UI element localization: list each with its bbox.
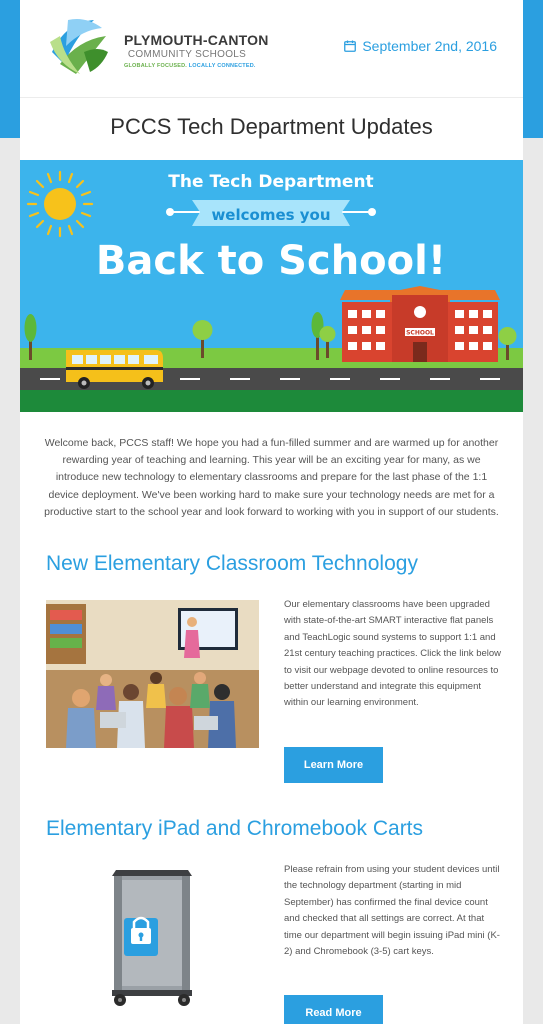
device-cart-image — [106, 866, 198, 1008]
district-subtitle: COMMUNITY SCHOOLS — [127, 49, 247, 60]
school-sign: SCHOOL — [406, 329, 434, 337]
school-building-icon — [340, 286, 500, 362]
calendar-icon — [344, 40, 356, 52]
intro-paragraph: Welcome back, PCCS staff! We hope you had a fun-filled summer and are warmed up for another rewarding year of teaching and learning. This year will be an exciting year for many, as we introduce new technology to elementary classrooms and prepare for the last phase of the 1:1 device deployment. We've been working hard to make sure your technology needs are met for a productive start to the school year and look forward to working with you in support of our students. — [44, 437, 499, 518]
classroom-photo — [46, 600, 259, 748]
section-title-device-carts: Elementary iPad and Chromebook Carts — [46, 817, 424, 840]
read-more-button[interactable]: Read More — [284, 995, 383, 1024]
page-title: PCCS Tech Department Updates — [110, 114, 433, 139]
learn-more-button[interactable]: Learn More — [284, 747, 383, 783]
section-body-classroom-tech: Our elementary classrooms have been upgraded with state-of-the-art SMART interactive flat panels and TeachLogic sound systems to support 1:1 and 21st century teaching practices. Click the link below to visit our webpage devoted to online resources to better understand and integrate this equipment within our learning environment. — [284, 599, 502, 709]
banner-line-3: Back to School! — [95, 238, 447, 284]
district-logo-text — [124, 32, 269, 69]
issue-date — [344, 38, 497, 54]
banner-line-2: welcomes you — [211, 206, 331, 224]
tagline-part-2: LOCALLY CONNECTED. — [188, 63, 256, 69]
section-title-classroom-tech: New Elementary Classroom Technology — [46, 552, 418, 575]
district-logo-icon — [46, 12, 112, 78]
section-body-device-carts: Please refrain from using your student devices until the technology department (starting in mid September) has confirmed the final device count and checked that all settings are correct. At that time our department will begin issuing iPad mini (K-2) and Chromebook (3-5) cart keys. — [284, 864, 500, 958]
banner-line-1: The Tech Department — [168, 172, 374, 192]
district-name: PLYMOUTH-CANTON — [124, 32, 269, 48]
newsletter-page — [20, 0, 523, 1024]
district-tagline — [124, 63, 269, 69]
date-text: September 2nd, 2016 — [362, 38, 497, 54]
left-accent-bar — [0, 0, 20, 138]
banner-grass-strip — [20, 390, 523, 412]
title-row — [20, 98, 523, 156]
tagline-part-1: GLOBALLY FOCUSED. — [124, 63, 187, 69]
back-to-school-banner — [20, 160, 523, 412]
right-accent-bar — [523, 0, 543, 138]
masthead — [20, 0, 523, 98]
